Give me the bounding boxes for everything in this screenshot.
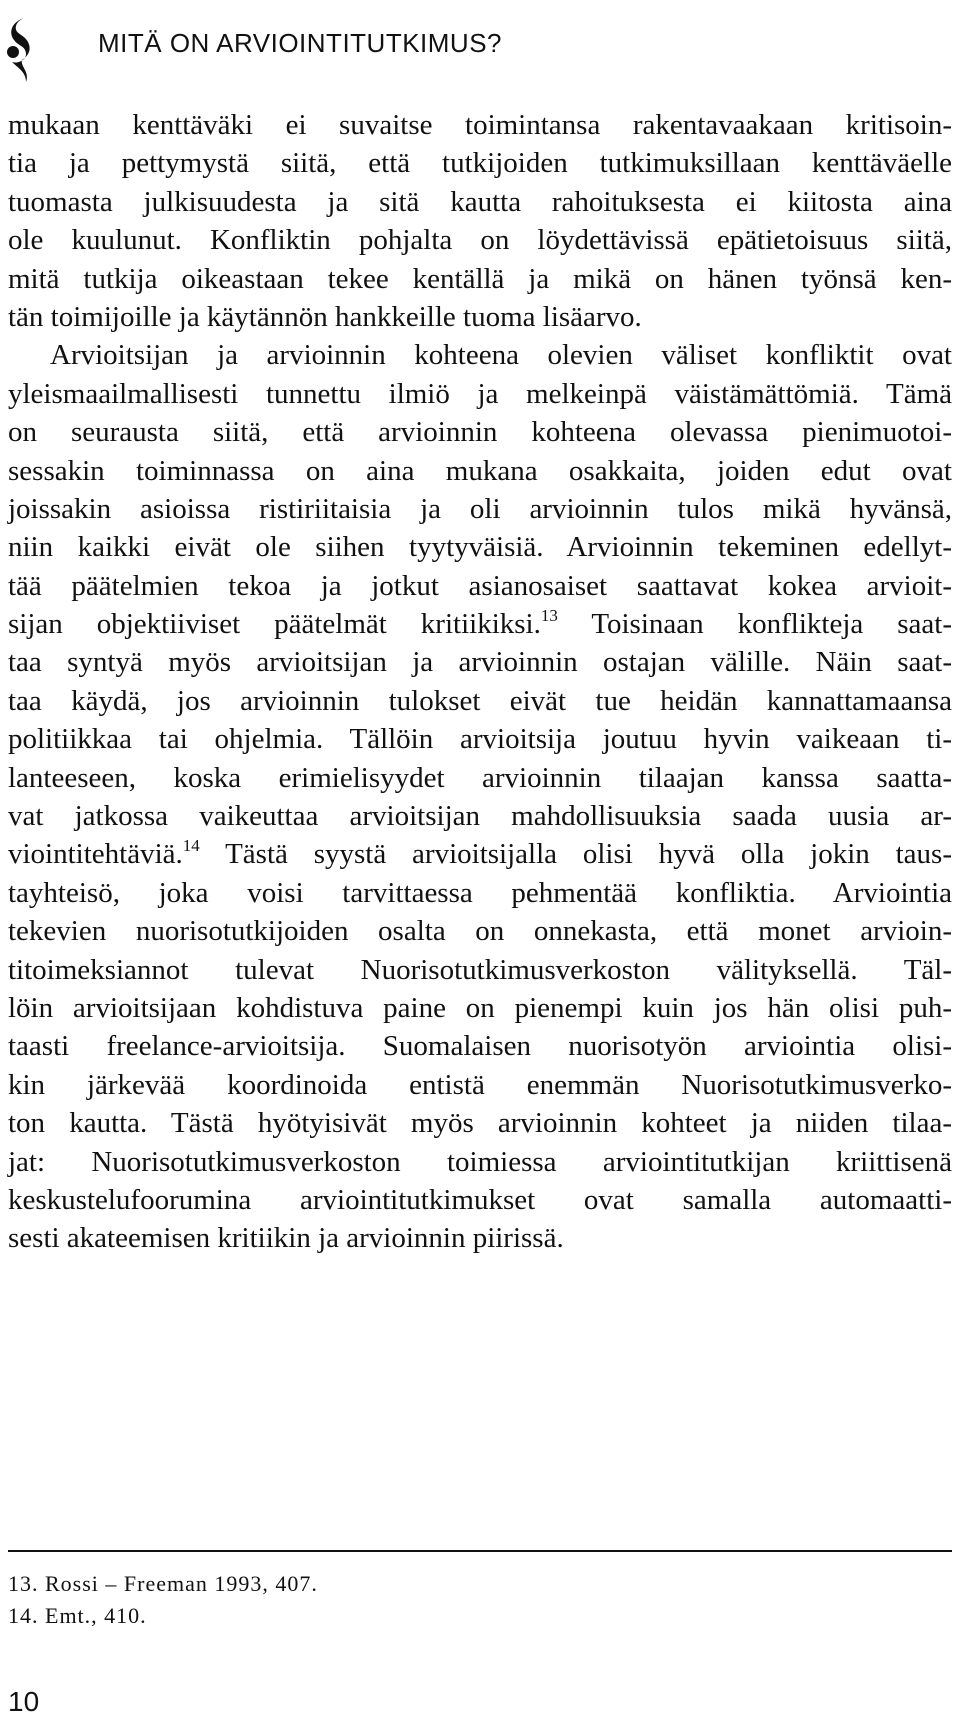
text-line: mitä tutkija oikeastaan tekee kentällä ja mikä on hänen työnsä ken- xyxy=(8,262,952,295)
section-mark-icon xyxy=(4,16,34,84)
text-line: sessakin toiminnassa on aina mukana osakkaita, joiden edut ovat xyxy=(8,454,952,487)
text-line: tää päätelmien tekoa ja jotkut asianosaiset saattavat kokea arvioit- xyxy=(8,569,952,602)
text-line: ole kuulunut. Konfliktin pohjalta on löydettävissä epätietoisuus siitä, xyxy=(8,224,952,257)
footnote-13: 13. Rossi – Freeman 1993, 407. xyxy=(8,1571,318,1596)
text-line: niin kaikki eivät ole siihen tyytyväisiä. Arvioinnin tekeminen edellyt- xyxy=(8,531,952,564)
text-segment: viointitehtäviä. xyxy=(8,838,183,871)
text-line: on seurausta siitä, että arvioinnin kohteena olevassa pienimuotoi- xyxy=(8,416,952,449)
footnote-divider xyxy=(8,1550,952,1552)
footnote-14: 14. Emt., 410. xyxy=(8,1603,147,1628)
text-line: ton kautta. Tästä hyötyisivät myös arvioinnin kohteet ja niiden tilaa- xyxy=(8,1107,952,1140)
text-segment: Toisinaan konflikteja saat- xyxy=(591,608,952,641)
text-line: politiikkaa tai ohjelmia. Tällöin arvioitsija joutuu hyvin vaikeaan ti- xyxy=(8,723,952,756)
running-header-title: MITÄ ON ARVIOINTITUTKIMUS? xyxy=(98,28,503,58)
footnotes xyxy=(8,1568,908,1632)
text-line: taasti freelance-arvioitsija. Suomalaisen nuorisotyön arviointia olisi- xyxy=(8,1030,952,1063)
text-segment: Tästä syystä arvioitsijalla olisi hyvä olla jokin taus- xyxy=(225,838,952,871)
body-text xyxy=(8,106,952,1258)
text-line: tia ja pettymystä siitä, että tutkijoiden tutkimuksillaan kenttäväelle xyxy=(8,147,952,180)
text-line: titoimeksiannot tulevat Nuorisotutkimusverkoston välityksellä. Täl- xyxy=(8,953,952,986)
text-line: jat: Nuorisotutkimusverkoston toimiessa arviointitutkijan kriittisenä xyxy=(8,1145,952,1178)
running-header xyxy=(0,14,960,84)
text-line-with-footnote xyxy=(8,605,952,643)
text-line: joissakin asioissa ristiriitaisia ja oli arvioinnin tulos mikä hyvänsä, xyxy=(8,492,952,525)
text-line: kin järkevää koordinoida entistä enemmän Nuorisotutkimusverko- xyxy=(8,1068,952,1101)
text-line: mukaan kenttäväki ei suvaitse toimintansa rakentavaakaan kritisoin- xyxy=(8,109,952,141)
text-line: taa käydä, jos arvioinnin tulokset eivät tue heidän kannattamaansa xyxy=(8,684,952,717)
text-line: tekevien nuorisotutkijoiden osalta on onnekasta, että monet arvioin- xyxy=(8,915,952,948)
footnote-reference: 14 xyxy=(182,836,200,856)
text-line: yleismaailmallisesti tunnettu ilmiö ja melkeinpä väistämättömiä. Tämä xyxy=(8,377,952,410)
text-line: taa syntyä myös arvioitsijan ja arvioinnin ostajan välille. Näin saat- xyxy=(8,646,952,679)
text-line: keskustelufoorumina arviointitutkimukset ovat samalla automaatti- xyxy=(8,1183,952,1216)
page-number: 10 xyxy=(8,1686,40,1717)
text-line: lanteeseen, koska erimielisyydet arvioinnin tilaajan kanssa saatta- xyxy=(8,761,952,794)
text-line: löin arvioitsijaan kohdistuva paine on pienempi kuin jos hän olisi puh- xyxy=(8,991,952,1024)
text-line-with-footnote xyxy=(8,835,952,873)
text-line: tayhteisö, joka voisi tarvittaessa pehmentää konfliktia. Arviointia xyxy=(8,876,952,909)
text-line: tuomasta julkisuudesta ja sitä kautta rahoituksesta ei kiitosta aina xyxy=(8,185,952,218)
text-line: sesti akateemisen kritiikin ja arvioinnin piirissä. xyxy=(8,1222,564,1255)
text-segment: sijan objektiiviset päätelmät kritiikiksi. xyxy=(8,608,541,641)
text-line: Arvioitsijan ja arvioinnin kohteena olevien väliset konfliktit ovat xyxy=(50,339,952,372)
footnote-reference: 13 xyxy=(540,606,558,626)
text-line: vat jatkossa vaikeuttaa arvioitsijan mahdollisuuksia saada uusia ar- xyxy=(8,800,952,833)
text-line: tän toimijoille ja käytännön hankkeille tuoma lisäarvo. xyxy=(8,300,642,333)
